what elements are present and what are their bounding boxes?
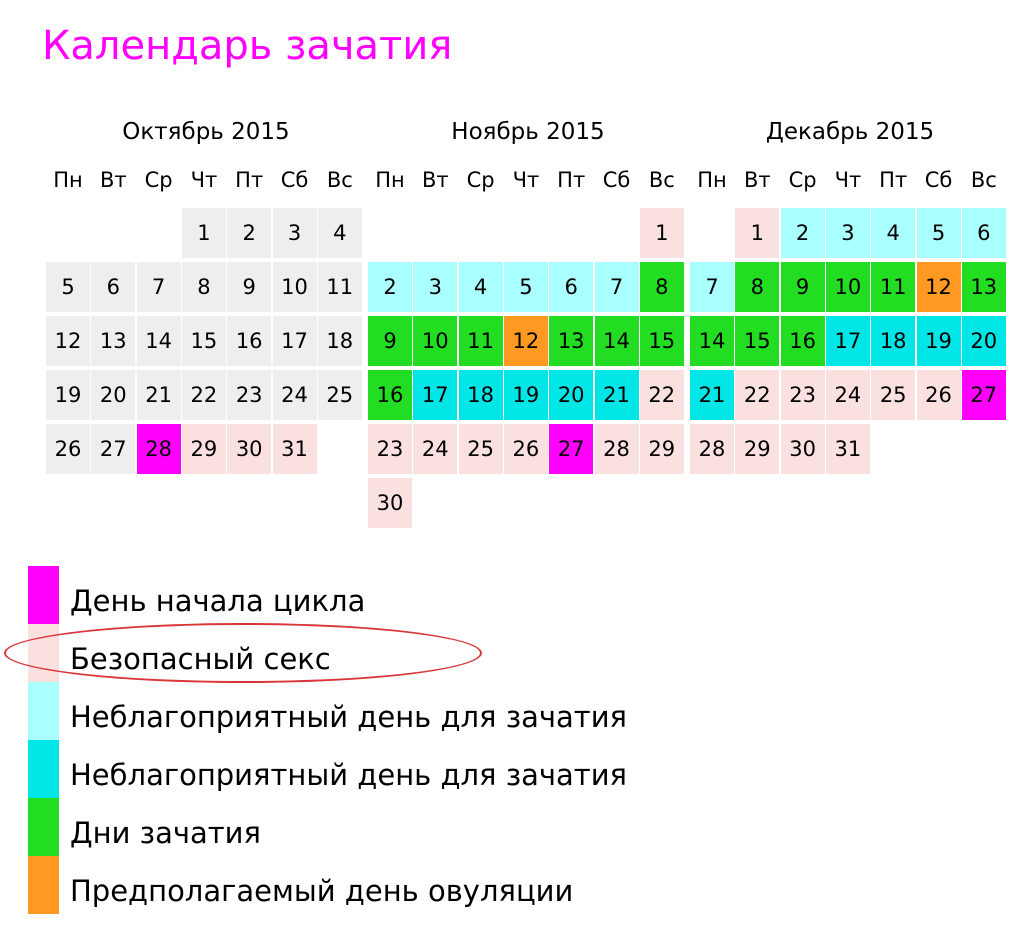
legend-swatch [28,624,59,682]
day-cell[interactable]: 20 [91,370,135,420]
day-cell[interactable]: 4 [871,208,915,258]
day-cell[interactable]: 13 [962,262,1006,312]
legend-item [28,566,668,624]
day-cell[interactable]: 3 [273,208,317,258]
month-title: Ноябрь 2015 [451,119,605,145]
legend-swatch [28,798,59,856]
day-cell[interactable]: 22 [735,370,779,420]
day-cell[interactable]: 14 [137,316,181,366]
day-cell[interactable]: 22 [640,370,684,420]
page-title: Календарь зачатия [42,23,453,69]
day-cell[interactable]: 16 [368,370,412,420]
day-cell[interactable]: 9 [368,316,412,366]
day-cell[interactable]: 8 [735,262,779,312]
day-cell[interactable]: 16 [781,316,825,366]
legend-label: Безопасный секс [70,642,331,676]
day-cell[interactable]: 15 [182,316,226,366]
day-cell[interactable]: 24 [273,370,317,420]
day-cell[interactable]: 10 [826,262,870,312]
day-cell[interactable]: 27 [962,370,1006,420]
day-cell[interactable]: 1 [182,208,226,258]
legend-label: День начала цикла [70,584,366,618]
day-cell[interactable]: 18 [871,316,915,366]
day-cell[interactable]: 29 [735,424,779,474]
day-cell[interactable]: 2 [368,262,412,312]
weekday-label: Вс [970,168,997,192]
weekday-label: Пт [879,168,908,192]
legend-swatch [28,682,59,740]
day-cell[interactable]: 28 [595,424,639,474]
day-cell[interactable]: 2 [781,208,825,258]
day-cell[interactable]: 15 [735,316,779,366]
weekday-label: Пн [53,168,83,192]
day-cell[interactable]: 24 [413,424,457,474]
day-cell[interactable]: 12 [504,316,548,366]
day-cell[interactable]: 5 [504,262,548,312]
day-cell[interactable]: 6 [549,262,593,312]
legend-swatch [28,740,59,798]
day-cell[interactable]: 26 [504,424,548,474]
weekday-label: Вт [743,168,771,192]
weekday-label: Вс [326,168,353,192]
day-cell[interactable]: 12 [917,262,961,312]
legend-item [28,682,668,740]
day-cell[interactable]: 30 [227,424,271,474]
weekday-label: Пт [557,168,586,192]
day-cell[interactable]: 25 [318,370,362,420]
day-cell[interactable]: 1 [735,208,779,258]
day-cell[interactable]: 27 [549,424,593,474]
day-cell[interactable]: 7 [137,262,181,312]
weekday-label: Чт [834,168,862,192]
day-cell[interactable]: 18 [318,316,362,366]
day-cell[interactable]: 25 [871,370,915,420]
day-cell[interactable]: 3 [826,208,870,258]
day-cell[interactable]: 29 [640,424,684,474]
day-cell[interactable]: 12 [46,316,90,366]
day-cell[interactable]: 14 [595,316,639,366]
day-cell[interactable]: 26 [46,424,90,474]
legend-item [28,798,668,856]
legend-item [28,856,668,914]
day-cell[interactable]: 5 [46,262,90,312]
day-cell[interactable]: 8 [640,262,684,312]
day-cell[interactable]: 29 [182,424,226,474]
weekday-label: Ср [466,168,495,192]
day-cell[interactable]: 23 [368,424,412,474]
weekday-label: Вс [648,168,675,192]
day-cell[interactable]: 21 [690,370,734,420]
day-cell[interactable]: 19 [504,370,548,420]
day-cell[interactable]: 19 [46,370,90,420]
legend-label: Дни зачатия [70,816,261,850]
weekday-label: Ср [788,168,817,192]
legend-item [28,740,668,798]
weekday-label: Чт [190,168,218,192]
day-cell[interactable]: 13 [549,316,593,366]
day-cell[interactable]: 22 [182,370,226,420]
weekday-label: Сб [280,168,309,192]
day-cell[interactable]: 3 [413,262,457,312]
weekday-label: Чт [512,168,540,192]
day-cell[interactable]: 8 [182,262,226,312]
weekday-label: Сб [602,168,631,192]
day-cell[interactable]: 21 [137,370,181,420]
day-cell[interactable]: 30 [368,478,412,528]
day-cell[interactable]: 28 [690,424,734,474]
day-cell[interactable]: 27 [91,424,135,474]
day-cell[interactable]: 17 [826,316,870,366]
day-cell[interactable]: 25 [459,424,503,474]
day-cell[interactable]: 28 [137,424,181,474]
day-cell[interactable]: 10 [413,316,457,366]
day-cell[interactable]: 17 [273,316,317,366]
day-cell[interactable]: 9 [227,262,271,312]
day-cell[interactable]: 6 [962,208,1006,258]
weekday-label: Пн [375,168,405,192]
legend-swatch [28,566,59,624]
day-cell[interactable]: 23 [227,370,271,420]
day-cell[interactable]: 2 [227,208,271,258]
day-cell[interactable]: 18 [459,370,503,420]
day-cell[interactable]: 9 [781,262,825,312]
weekday-label: Ср [144,168,173,192]
day-cell[interactable]: 30 [781,424,825,474]
month-title: Октябрь 2015 [122,119,290,145]
day-cell[interactable]: 7 [595,262,639,312]
legend-label: Предполагаемый день овуляции [70,874,574,908]
legend-label: Неблагоприятный день для зачатия [70,700,627,734]
day-cell[interactable]: 26 [917,370,961,420]
day-cell[interactable]: 15 [640,316,684,366]
day-cell[interactable]: 11 [871,262,915,312]
day-cell[interactable]: 11 [318,262,362,312]
day-cell[interactable]: 24 [826,370,870,420]
day-cell[interactable]: 7 [690,262,734,312]
day-cell[interactable]: 11 [459,316,503,366]
day-cell[interactable]: 14 [690,316,734,366]
day-cell[interactable]: 16 [227,316,271,366]
day-cell[interactable]: 31 [826,424,870,474]
day-cell[interactable]: 10 [273,262,317,312]
day-cell[interactable]: 13 [91,316,135,366]
day-cell[interactable]: 17 [413,370,457,420]
legend-label: Неблагоприятный день для зачатия [70,758,627,792]
day-cell[interactable]: 21 [595,370,639,420]
day-cell[interactable]: 4 [318,208,362,258]
weekday-label: Вт [99,168,127,192]
month-title: Декабрь 2015 [765,119,935,145]
day-cell[interactable]: 20 [549,370,593,420]
day-cell[interactable]: 6 [91,262,135,312]
day-cell[interactable]: 31 [273,424,317,474]
day-cell[interactable]: 1 [640,208,684,258]
weekday-label: Сб [924,168,953,192]
day-cell[interactable]: 23 [781,370,825,420]
weekday-label: Пт [235,168,264,192]
day-cell[interactable]: 5 [917,208,961,258]
legend-swatch [28,856,59,914]
day-cell[interactable]: 20 [962,316,1006,366]
day-cell[interactable]: 4 [459,262,503,312]
day-cell[interactable]: 19 [917,316,961,366]
legend-item [28,624,668,682]
weekday-label: Вт [421,168,449,192]
weekday-label: Пн [697,168,727,192]
